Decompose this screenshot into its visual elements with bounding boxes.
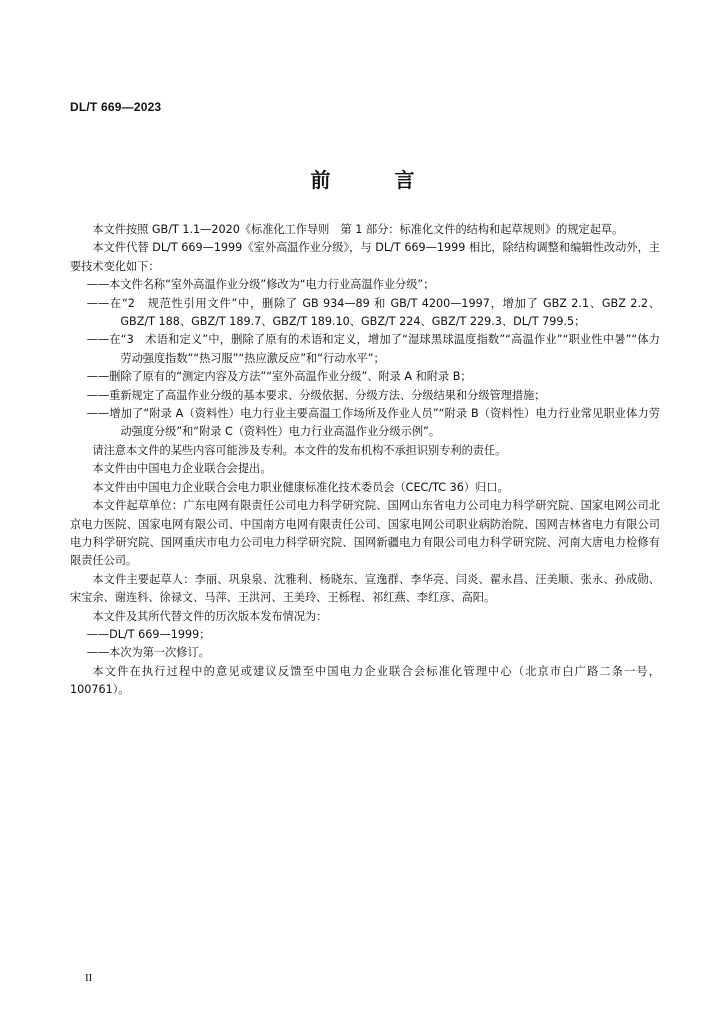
foreword-body xyxy=(70,221,660,700)
list-item: ——在“2 规范性引用文件”中，删除了 GB 934—89 和 GB/T 4200—1997，增加了 GBZ 2.1、GBZ 2.2、GBZ/T 188、GBZ/T 189.7、GBZ/T 189.10、GBZ/T 224、GBZ/T 229.3、DL/T 799.5； xyxy=(86,296,660,329)
list-item: ——增加了“附录 A（资料性）电力行业主要高温工作场所及作业人员”“附录 B（资料性）电力行业常见职业体力劳动强度分级”和“附录 C（资料性）电力行业高温作业分级示例”。 xyxy=(86,407,660,439)
paragraph-committee: 本文件由中国电力企业联合会电力职业健康标准化技术委员会（CEC/TC 36）归口。 xyxy=(92,480,509,494)
page-title: 前 言 xyxy=(310,168,437,192)
list-item: ——本文件名称“室外高温作业分级”修改为“电力行业高温作业分级”； xyxy=(86,278,435,292)
paragraph-drafting-rule: 本文件按照 GB/T 1.1—2020《标准化工作导则 第 1 部分：标准化文件的结构和起草规则》的规定起草。 xyxy=(92,223,624,236)
list-item: ——重新规定了高温作业分级的基本要求、分级依据、分级方法、分级结果和分级管理措施； xyxy=(86,388,546,402)
paragraph-replacement: 本文件代替 DL/T 669—1999《室外高温作业分级》，与 DL/T 669—1999 相比，除结构调整和编辑性改动外，主要技术变化如下： xyxy=(70,241,660,273)
paragraph-history: 本文件及其所代替文件的历次版本发布情况为： xyxy=(92,609,328,623)
list-item: ——在“3 术语和定义”中，删除了原有的术语和定义，增加了“湿球黑球温度指数”“高温作业”“职业性中暑”“体力劳动强度指数”“热习服”“热应激反应”和“行动水平”； xyxy=(86,333,660,365)
paragraph-drafting-units: 本文件起草单位：广东电网有限责任公司电力科学研究院、国网山东省电力公司电力科学研究院、国家电网公司北京电力医院、国家电网有限公司、中国南方电网有限责任公司、国家电网公司职业病防治院、国网吉林省电力有限公司电力科学研究院、国网重庆市电力公司电力科学研究院、国网新疆电力有限公司电力科学研究院、河南大唐电力检修有限责任公司。 xyxy=(70,499,660,568)
paragraph-patent: 请注意本文件的某些内容可能涉及专利。本文件的发布机构不承担识别专利的责任。 xyxy=(92,443,507,457)
list-item: ——删除了原有的“测定内容及方法”“室外高温作业分级”、附录 A 和附录 B； xyxy=(86,370,472,384)
paragraph-drafters: 本文件主要起草人：李丽、巩泉泉、沈雅利、杨晓东、宣逸群、李华亮、闫炎、翟永昌、汪美顺、张永、孙成勋、宋宝余、谢连科、徐禄文、马萍、王洪河、王美玲、王栎程、祁红燕、李红彦、高阳。 xyxy=(70,572,660,605)
paragraph-proposer: 本文件由中国电力企业联合会提出。 xyxy=(92,462,272,476)
document-code: DL/T 669—2023 xyxy=(70,100,162,114)
list-item: ——本次为第一次修订。 xyxy=(86,646,210,660)
page-number: II xyxy=(85,972,93,984)
list-item: ——DL/T 669—1999； xyxy=(86,627,211,641)
paragraph-feedback: 本文件在执行过程中的意见或建议反馈至中国电力企业联合会标准化管理中心（北京市白广路二条一号，100761）。 xyxy=(70,664,660,697)
